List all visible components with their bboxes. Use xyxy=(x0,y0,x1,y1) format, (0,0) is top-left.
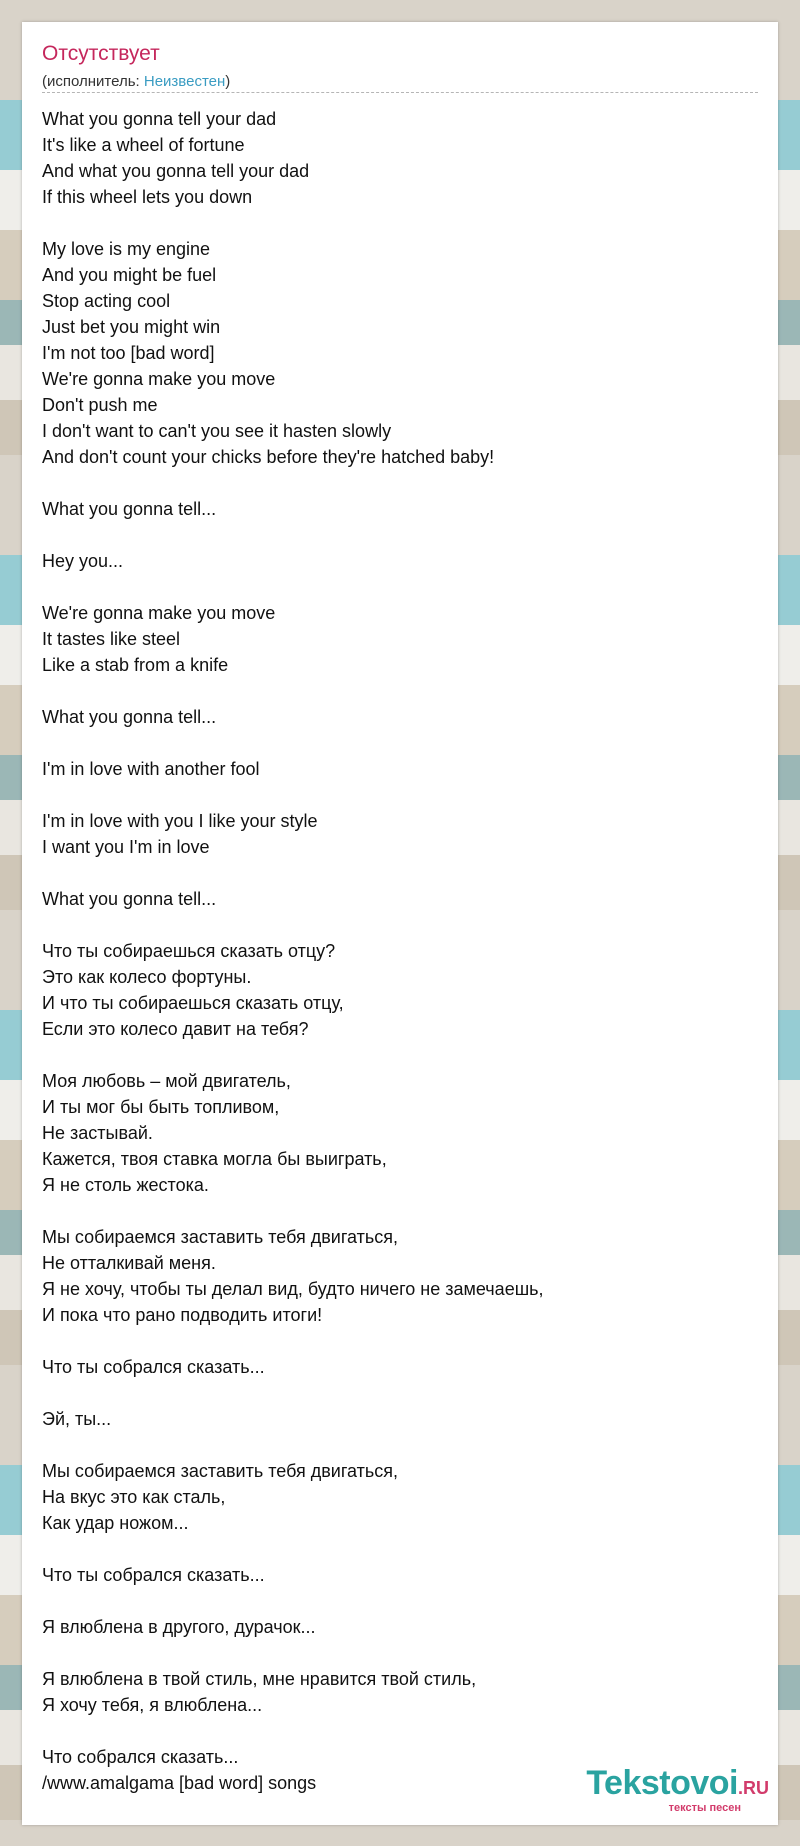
lyrics-line: И что ты собираешься сказать отцу, xyxy=(42,993,344,1013)
lyrics-line: I don't want to can't you see it hasten slowly xyxy=(42,421,392,441)
lyrics-line: Я не столь жестока. xyxy=(42,1175,209,1195)
lyrics-line: What you gonna tell... xyxy=(42,499,217,519)
lyrics-line: What you gonna tell... xyxy=(42,889,217,909)
logo-wordmark xyxy=(586,1765,769,1806)
lyrics-blank-line xyxy=(42,912,758,938)
lyrics-line: И ты мог бы быть топливом, xyxy=(42,1097,280,1117)
lyrics-line: Кажется, твоя ставка могла бы выиграть, xyxy=(42,1149,387,1169)
lyrics-line: And you might be fuel xyxy=(42,265,217,285)
lyrics-line: Не отталкивай меня. xyxy=(42,1253,216,1273)
artist-suffix: ) xyxy=(225,73,231,90)
lyrics-line: Я хочу тебя, я влюблена... xyxy=(42,1695,263,1715)
lyrics-line: I want you I'm in love xyxy=(42,837,210,857)
lyrics-line: What you gonna tell your dad xyxy=(42,109,277,129)
lyrics-line: Что собрался сказать... xyxy=(42,1747,239,1767)
lyrics-line: Мы собираемся заставить тебя двигаться, xyxy=(42,1461,399,1481)
lyrics-line: Я влюблена в твой стиль, мне нравится твой стиль, xyxy=(42,1669,477,1689)
lyrics-line: I'm not too [bad word] xyxy=(42,343,215,363)
lyrics-line: I'm in love with another fool xyxy=(42,759,260,779)
lyrics-line: I'm in love with you I like your style xyxy=(42,811,318,831)
title-divider xyxy=(42,92,758,93)
lyrics-blank-line xyxy=(42,1718,758,1744)
lyrics-line: Я не хочу, чтобы ты делал вид, будто ничего не замечаешь, xyxy=(42,1279,544,1299)
lyrics-line: Stop acting cool xyxy=(42,291,171,311)
lyrics-blank-line xyxy=(42,1588,758,1614)
artist-prefix: (исполнитель: xyxy=(42,73,144,90)
lyrics-line: Just bet you might win xyxy=(42,317,221,337)
lyrics-line: We're gonna make you move xyxy=(42,369,276,389)
lyrics-line: Что ты собираешься сказать отцу? xyxy=(42,941,336,961)
lyrics-line: And don't count your chicks before they're hatched baby! xyxy=(42,447,495,467)
lyrics-line: Like a stab from a knife xyxy=(42,655,229,675)
lyrics-blank-line xyxy=(42,1042,758,1068)
lyrics-card xyxy=(22,22,778,1825)
site-logo[interactable] xyxy=(586,1765,769,1814)
lyrics-line: And what you gonna tell your dad xyxy=(42,161,310,181)
lyrics-blank-line xyxy=(42,860,758,886)
logo-tagline: тексты песен xyxy=(668,1802,741,1814)
lyrics-blank-line xyxy=(42,678,758,704)
lyrics-line: Что ты собрался сказать... xyxy=(42,1357,265,1377)
lyrics-line: What you gonna tell... xyxy=(42,707,217,727)
lyrics-line: Моя любовь – мой двигатель, xyxy=(42,1071,291,1091)
artist-line xyxy=(42,73,230,91)
lyrics-line: We're gonna make you move xyxy=(42,603,276,623)
logo-tld: .RU xyxy=(738,1778,769,1798)
lyrics-blank-line xyxy=(42,730,758,756)
lyrics-line: /www.amalgama [bad word] songs xyxy=(42,1773,317,1793)
lyrics-line: My love is my engine xyxy=(42,239,211,259)
lyrics-line: Hey you... xyxy=(42,551,124,571)
lyrics-blank-line xyxy=(42,782,758,808)
logo-main-text: Tekstovoi xyxy=(586,1764,738,1802)
lyrics-line: Мы собираемся заставить тебя двигаться, xyxy=(42,1227,399,1247)
lyrics-line: Я влюблена в другого, дурачок... xyxy=(42,1617,316,1637)
lyrics-line: Не застывай. xyxy=(42,1123,153,1143)
lyrics-line: If this wheel lets you down xyxy=(42,187,253,207)
lyrics-line: Don't push me xyxy=(42,395,158,415)
lyrics-blank-line xyxy=(42,1328,758,1354)
lyrics-blank-line xyxy=(42,1536,758,1562)
lyrics-blank-line xyxy=(42,210,758,236)
lyrics-line: Как удар ножом... xyxy=(42,1513,189,1533)
lyrics-line: И пока что рано подводить итоги! xyxy=(42,1305,323,1325)
lyrics-blank-line xyxy=(42,574,758,600)
lyrics-line: It tastes like steel xyxy=(42,629,181,649)
lyrics-text xyxy=(42,106,758,1796)
lyrics-line: Что ты собрался сказать... xyxy=(42,1565,265,1585)
song-title: Отсутствует xyxy=(42,42,160,65)
lyrics-line: Если это колесо давит на тебя? xyxy=(42,1019,309,1039)
lyrics-blank-line xyxy=(42,470,758,496)
lyrics-line: Эй, ты... xyxy=(42,1409,112,1429)
lyrics-blank-line xyxy=(42,1198,758,1224)
lyrics-blank-line xyxy=(42,1380,758,1406)
lyrics-blank-line xyxy=(42,1432,758,1458)
lyrics-blank-line xyxy=(42,522,758,548)
lyrics-line: It's like a wheel of fortune xyxy=(42,135,245,155)
lyrics-blank-line xyxy=(42,1640,758,1666)
lyrics-line: Это как колесо фортуны. xyxy=(42,967,252,987)
lyrics-line: На вкус это как сталь, xyxy=(42,1487,226,1507)
artist-link[interactable]: Неизвестен xyxy=(143,73,226,90)
